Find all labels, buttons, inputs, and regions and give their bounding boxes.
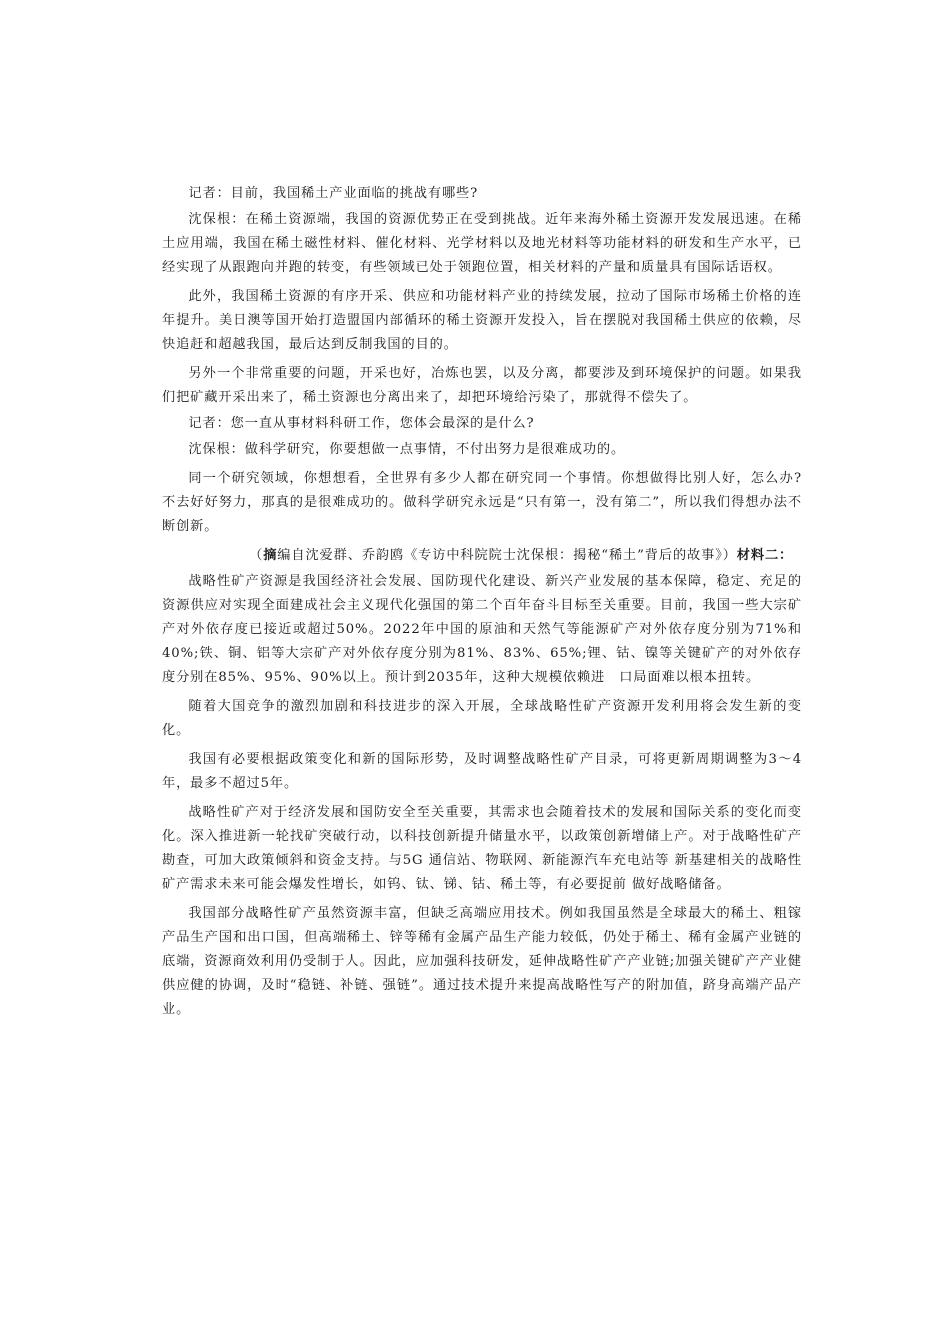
paragraph: 我国有必要根据政策变化和新的国际形势，及时调整战略性矿产目录，可将更新周期调整为3～4年，最多不超过5年。 (162, 752, 802, 791)
paragraph: 我国部分战略性矿产虽然资源丰富，但缺乏高端应用技术。例如我国虽然是全球最大的稀土、粗镓产品生产国和出口国，但高端稀土、锌等稀有金属产品生产能力较低，仍处于稀土、稀有金属产业链的底端，资源商效利用仍受制于人。因此，应加强科技研发，延伸战略性矿产产业链;加强关键矿产产业健供应健的协调，及时“稳链、补链、强链”。通过技术提升来提高战略性写产的附加值，跻身高端产品产业。 (162, 906, 802, 1017)
source-citation (162, 544, 802, 568)
article-body (162, 182, 802, 1027)
paragraph: 随着大国竞争的激烈加剧和科技进步的深入开展，全球战略性矿产资源开发利用将会发生新的变化。 (162, 699, 802, 738)
source-text: 编自沈爱群、乔韵鸥《专访中科院院士沈保根：揭秘“稀土”背后的故事》） (277, 548, 737, 563)
paragraph: 此外，我国稀土资源的有序开采、供应和功能材料产业的持续发展，拉动了国际市场稀土价格的连年提升。美日澳等国开始打造盟国内部循环的稀土资源开发投入，旨在摆脱对我国稀土供应的依赖，尽快追赶和超越我国，最后达到反制我国的目的。 (162, 289, 802, 352)
source-bold: 摘 (263, 548, 278, 563)
paragraph: 记者：目前，我国稀土产业面临的挑战有哪些? (188, 186, 479, 201)
paragraph: 沈保根：做科学研究，你要想做一点事情，不付出努力是很难成功的。 (188, 442, 626, 457)
material-two-heading: 材料二： (736, 548, 794, 563)
paragraph: 记者：您一直从事材料科研工作，您体会最深的是什么? (188, 416, 535, 431)
paragraph: 战略性矿产对于经济发展和国防安全至关重要，其需求也会随着技术的发展和国际关系的变化而变化。深入推进新一轮找矿突破行动，以科技创新提升储量水平，以政策创新增储上产。对于战略性矿产勘查，可加大政策倾斜和资金支持。与5G 通信站、物联网、新能源汽车充电站等 新基建相关的战略性矿产需求未来可能会爆发性增长，如钨、钛、锑、钴、稀土等，有必要捉前 做好战略储备。 (162, 805, 802, 892)
paragraph: 沈保根：在稀土资源端，我国的资源优势正在受到挑战。近年来海外稀土资源开发发展迅速。在稀土应用端，我国在稀土磁性材料、催化材料、光学材料以及地光材料等功能材料的研发和生产水平，已经实现了从跟跑向并跑的转变，有些领域已处于领跑位置，相关材料的产量和质量具有国际话语权。 (162, 212, 802, 275)
source-open: （ (249, 548, 264, 563)
paragraph: 另外一个非常重要的问题，开采也好，冶炼也罢，以及分离，都要涉及到环境保护的问题。如果我们把矿藏开采出来了，稀土资源也分离出来了，却把环境给污染了，那就得不偿失了。 (162, 366, 802, 405)
paragraph: 同一个研究领域，你想想看，全世界有多少人都在研究同一个事情。你想做得比别人好，怎么办?不去好好努力，那真的是很难成功的。做科学研究永远是“只有第一，没有第二”，所以我们得想办法不断创新。 (162, 471, 802, 534)
paragraph: 战略性矿产资源是我国经济社会发展、国防现代化建设、新兴产业发展的基本保障，稳定、充足的资源供应对实现全面建成社会主义现代化强国的第二个百年奋斗目标至关重要。目前，我国一些大宗矿产对外依存度已接近或超过50%。2022年中国的原油和天然气等能源矿产对外依存度分别为71%和40%;铁、铜、铝等大宗矿产对外依存度分别为81%、83%、65%;锂、钴、镍等关键矿产的对外依存度分别在85%、95%、90%以上。预计到2035年，这种大规模依赖进 口局面难以根本扭转。 (162, 574, 802, 685)
